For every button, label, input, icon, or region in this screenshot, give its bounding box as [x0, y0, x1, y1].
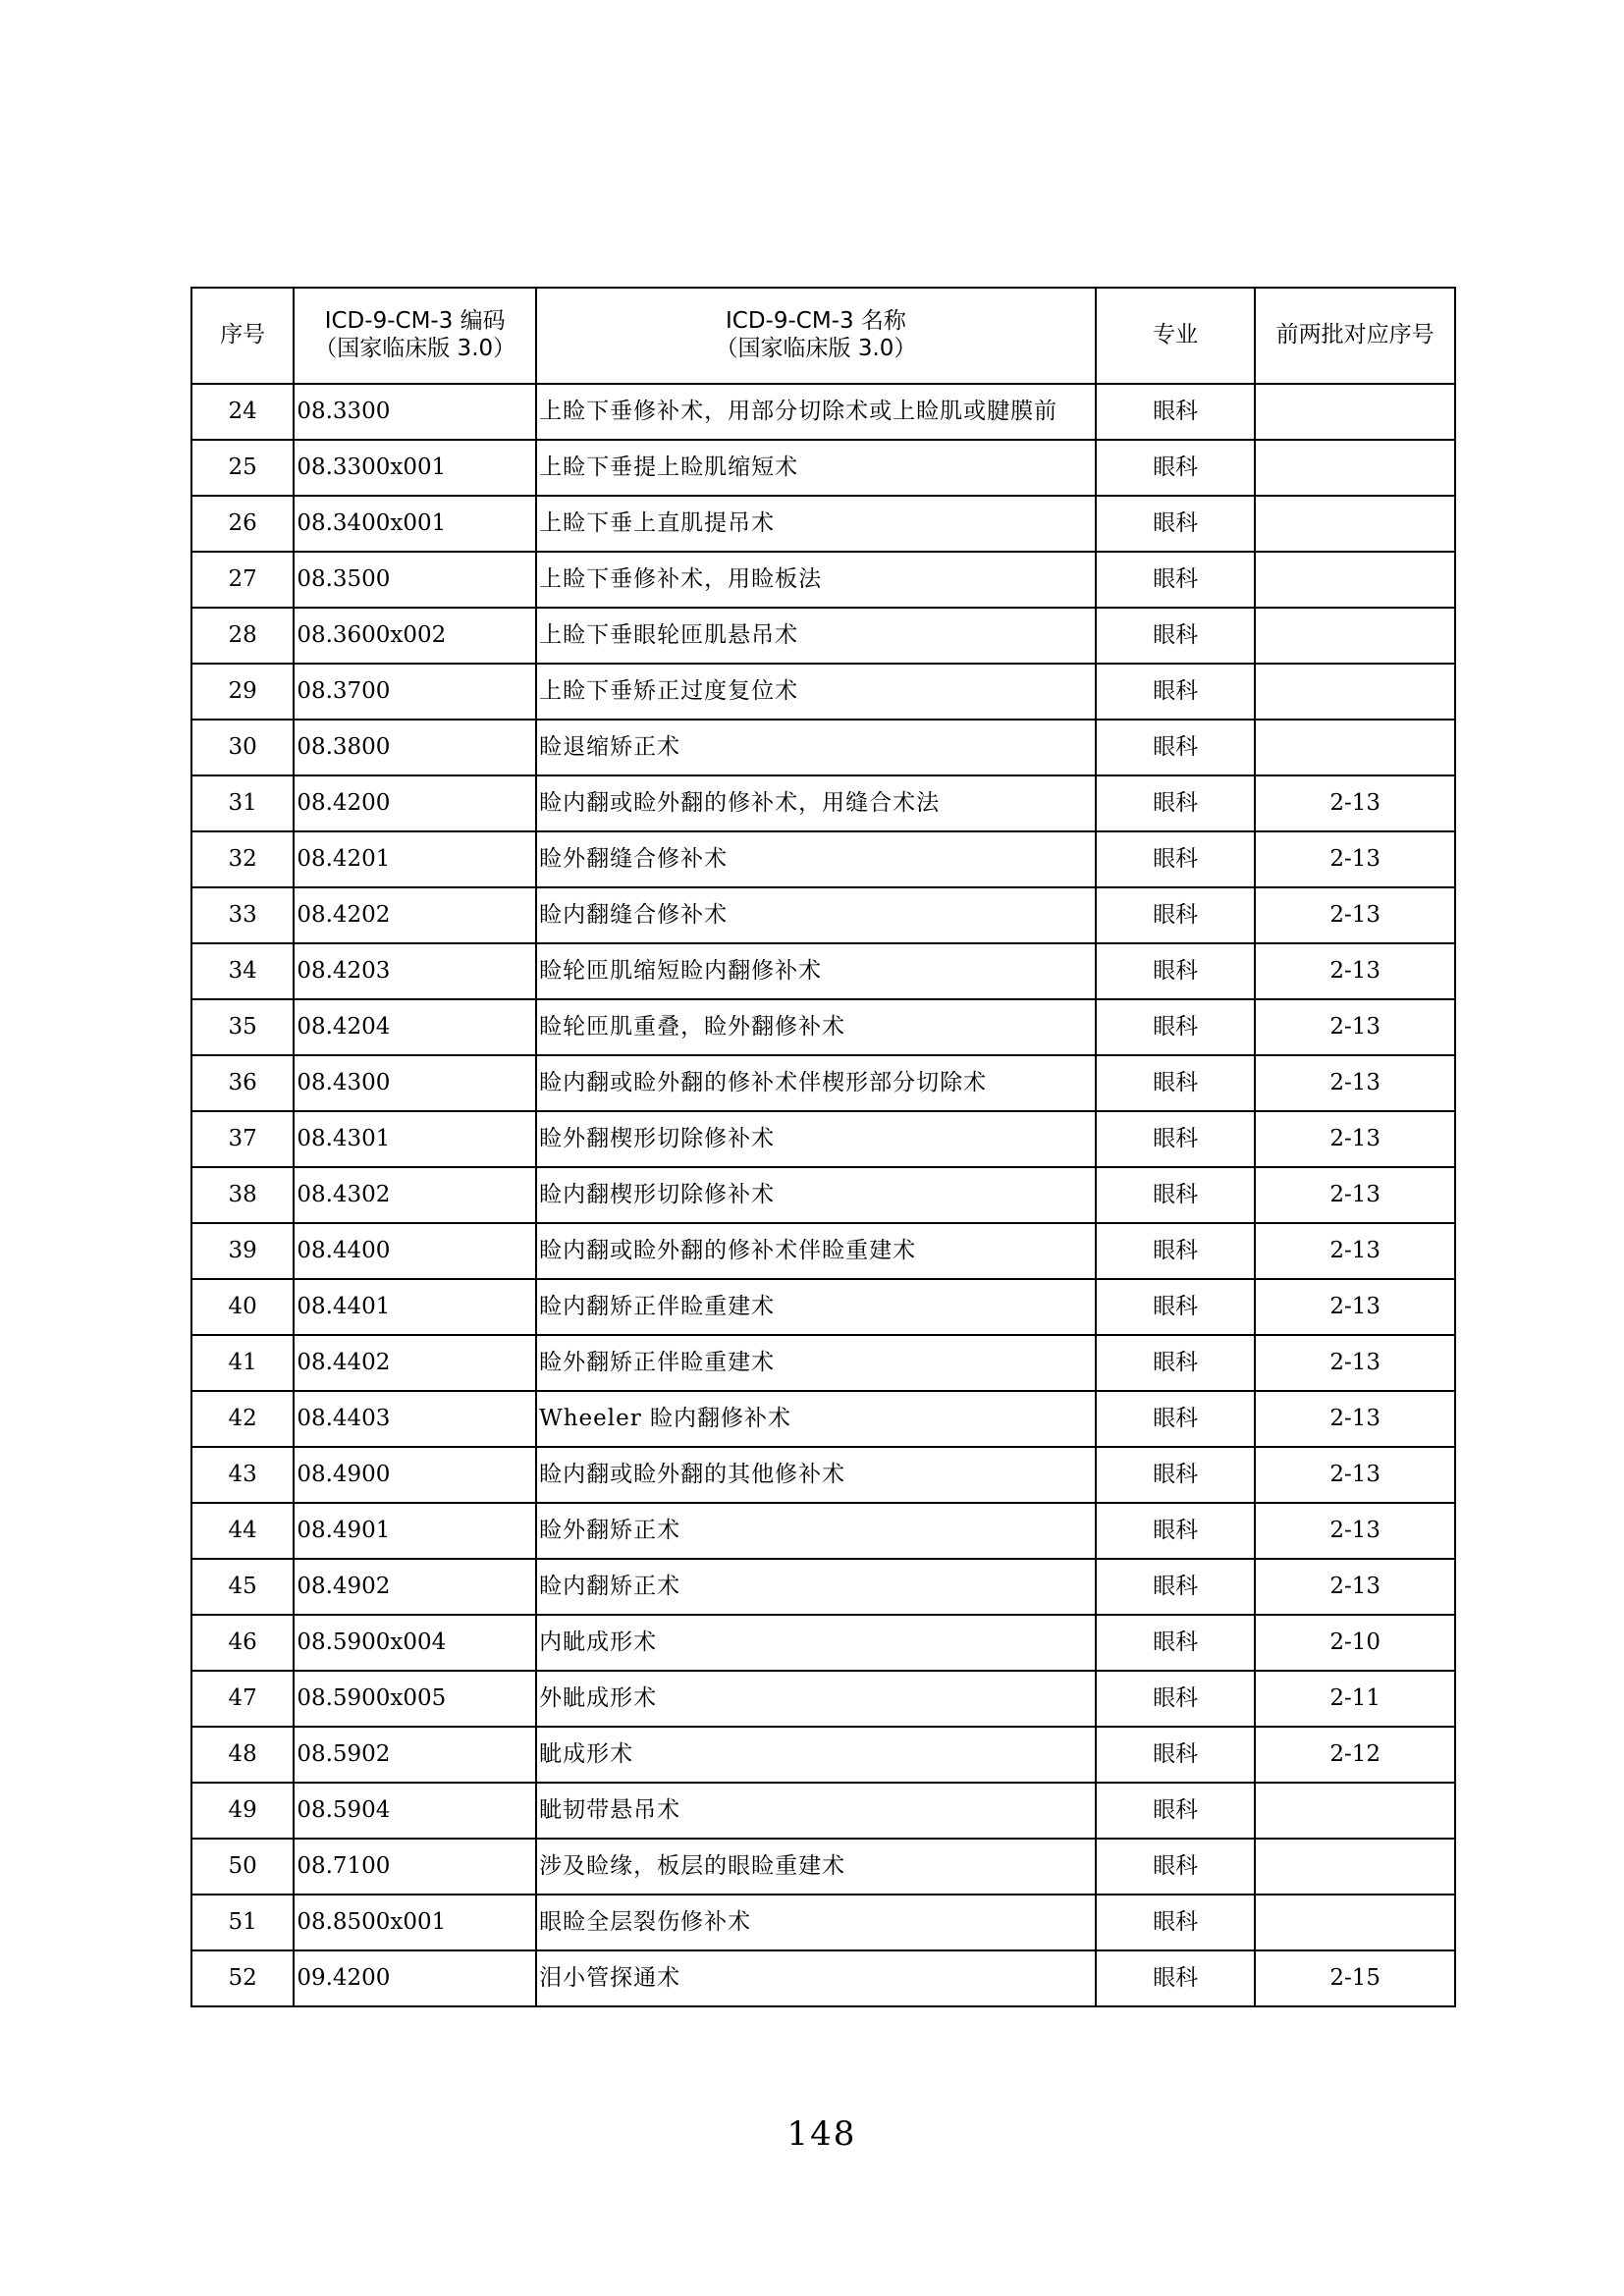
table-row: [191, 1335, 1455, 1391]
cell-seq: 27: [191, 552, 294, 608]
cell-seq: 38: [191, 1167, 294, 1223]
cell-prev: 2-13: [1255, 1335, 1455, 1391]
table-header: [191, 288, 1455, 384]
cell-code: 08.3700: [294, 664, 536, 720]
cell-prev: 2-13: [1255, 1111, 1455, 1167]
cell-name: 睑外翻矫正伴睑重建术: [536, 1335, 1096, 1391]
cell-dept: 眼科: [1096, 1727, 1256, 1783]
cell-code: 08.4301: [294, 1111, 536, 1167]
cell-seq: 35: [191, 999, 294, 1055]
page-number: 148: [786, 2114, 857, 2154]
cell-code: 08.5904: [294, 1783, 536, 1839]
header-prev: 前两批对应序号: [1255, 288, 1455, 384]
cell-name: 上睑下垂矫正过度复位术: [536, 664, 1096, 720]
table-row: [191, 1055, 1455, 1111]
cell-dept: 眼科: [1096, 1391, 1256, 1447]
cell-seq: 29: [191, 664, 294, 720]
cell-prev: [1255, 552, 1455, 608]
cell-seq: 30: [191, 720, 294, 775]
cell-name: 睑内翻或睑外翻的修补术伴睑重建术: [536, 1223, 1096, 1279]
cell-seq: 46: [191, 1615, 294, 1671]
cell-seq: 34: [191, 943, 294, 999]
cell-code: 08.4201: [294, 831, 536, 887]
table-row: [191, 775, 1455, 831]
cell-name: 眼睑全层裂伤修补术: [536, 1895, 1096, 1950]
cell-code: 08.4402: [294, 1335, 536, 1391]
cell-code: 08.5900x004: [294, 1615, 536, 1671]
table-row: [191, 831, 1455, 887]
cell-seq: 49: [191, 1783, 294, 1839]
cell-dept: 眼科: [1096, 552, 1256, 608]
cell-code: 08.8500x001: [294, 1895, 536, 1950]
table-row: [191, 384, 1455, 440]
cell-prev: 2-12: [1255, 1727, 1455, 1783]
cell-dept: 眼科: [1096, 384, 1256, 440]
cell-seq: 48: [191, 1727, 294, 1783]
cell-seq: 47: [191, 1671, 294, 1727]
cell-seq: 45: [191, 1559, 294, 1615]
cell-code: 08.5902: [294, 1727, 536, 1783]
header-name: [536, 288, 1096, 384]
cell-name: 涉及睑缘，板层的眼睑重建术: [536, 1839, 1096, 1895]
table-row: [191, 1839, 1455, 1895]
cell-prev: 2-13: [1255, 1391, 1455, 1447]
cell-code: 08.4204: [294, 999, 536, 1055]
cell-dept: 眼科: [1096, 1615, 1256, 1671]
table-row: [191, 1615, 1455, 1671]
cell-dept: 眼科: [1096, 1167, 1256, 1223]
cell-dept: 眼科: [1096, 775, 1256, 831]
table-row: [191, 999, 1455, 1055]
header-dept: 专业: [1096, 288, 1256, 384]
cell-dept: 眼科: [1096, 496, 1256, 552]
cell-prev: [1255, 720, 1455, 775]
cell-name: 眦韧带悬吊术: [536, 1783, 1096, 1839]
table-row: [191, 496, 1455, 552]
cell-name: 睑内翻或睑外翻的其他修补术: [536, 1447, 1096, 1503]
table-row: [191, 552, 1455, 608]
cell-prev: 2-13: [1255, 1447, 1455, 1503]
cell-code: 08.5900x005: [294, 1671, 536, 1727]
cell-code: 08.4200: [294, 775, 536, 831]
cell-name: Wheeler 睑内翻修补术: [536, 1391, 1096, 1447]
header-name-line2: （国家临床版 3.0）: [715, 336, 917, 361]
cell-code: 08.4300: [294, 1055, 536, 1111]
cell-seq: 26: [191, 496, 294, 552]
cell-name: 睑外翻楔形切除修补术: [536, 1111, 1096, 1167]
cell-dept: 眼科: [1096, 943, 1256, 999]
cell-prev: [1255, 440, 1455, 496]
cell-dept: 眼科: [1096, 1447, 1256, 1503]
cell-dept: 眼科: [1096, 664, 1256, 720]
table-row: [191, 1559, 1455, 1615]
table-row: [191, 440, 1455, 496]
cell-name: 上睑下垂修补术，用部分切除术或上睑肌或腱膜前: [536, 384, 1096, 440]
cell-seq: 32: [191, 831, 294, 887]
cell-name: 上睑下垂上直肌提吊术: [536, 496, 1096, 552]
table-row: [191, 1111, 1455, 1167]
cell-name: 内眦成形术: [536, 1615, 1096, 1671]
cell-seq: 50: [191, 1839, 294, 1895]
header-name-line1: ICD-9-CM-3 名称: [725, 308, 906, 335]
cell-dept: 眼科: [1096, 1279, 1256, 1335]
cell-code: 08.7100: [294, 1839, 536, 1895]
cell-dept: 眼科: [1096, 1559, 1256, 1615]
cell-prev: [1255, 1895, 1455, 1950]
header-code-line1: ICD-9-CM-3 编码: [324, 308, 506, 335]
header-seq: 序号: [191, 288, 294, 384]
cell-dept: 眼科: [1096, 1055, 1256, 1111]
cell-dept: 眼科: [1096, 999, 1256, 1055]
cell-prev: [1255, 608, 1455, 664]
cell-dept: 眼科: [1096, 1950, 1256, 2006]
cell-code: 08.4403: [294, 1391, 536, 1447]
cell-dept: 眼科: [1096, 1783, 1256, 1839]
cell-dept: 眼科: [1096, 1671, 1256, 1727]
cell-code: 08.4302: [294, 1167, 536, 1223]
cell-seq: 25: [191, 440, 294, 496]
cell-prev: [1255, 496, 1455, 552]
cell-name: 睑外翻缝合修补术: [536, 831, 1096, 887]
cell-name: 上睑下垂眼轮匝肌悬吊术: [536, 608, 1096, 664]
cell-name: 上睑下垂修补术，用睑板法: [536, 552, 1096, 608]
cell-name: 上睑下垂提上睑肌缩短术: [536, 440, 1096, 496]
cell-dept: 眼科: [1096, 720, 1256, 775]
procedure-table: [190, 287, 1456, 2007]
cell-seq: 42: [191, 1391, 294, 1447]
cell-dept: 眼科: [1096, 1111, 1256, 1167]
cell-prev: 2-13: [1255, 1055, 1455, 1111]
table-row: [191, 1279, 1455, 1335]
header-code: [294, 288, 536, 384]
table-row: [191, 1727, 1455, 1783]
table-row: [191, 608, 1455, 664]
cell-prev: [1255, 384, 1455, 440]
cell-name: 睑外翻矫正术: [536, 1503, 1096, 1559]
cell-name: 睑内翻楔形切除修补术: [536, 1167, 1096, 1223]
cell-prev: 2-13: [1255, 1279, 1455, 1335]
cell-seq: 51: [191, 1895, 294, 1950]
cell-dept: 眼科: [1096, 1839, 1256, 1895]
cell-prev: 2-13: [1255, 775, 1455, 831]
cell-code: 08.4401: [294, 1279, 536, 1335]
cell-code: 08.4202: [294, 887, 536, 943]
table-row: [191, 1671, 1455, 1727]
table-row: [191, 887, 1455, 943]
cell-name: 睑内翻矫正术: [536, 1559, 1096, 1615]
cell-name: 外眦成形术: [536, 1671, 1096, 1727]
cell-code: 08.4400: [294, 1223, 536, 1279]
cell-prev: 2-13: [1255, 887, 1455, 943]
cell-code: 08.3300x001: [294, 440, 536, 496]
header-code-line2: （国家临床版 3.0）: [314, 336, 516, 361]
cell-prev: 2-11: [1255, 1671, 1455, 1727]
table-row: [191, 720, 1455, 775]
header-row: [191, 288, 1455, 384]
cell-name: 睑轮匝肌缩短睑内翻修补术: [536, 943, 1096, 999]
cell-seq: 41: [191, 1335, 294, 1391]
cell-name: 睑内翻矫正伴睑重建术: [536, 1279, 1096, 1335]
table-row: [191, 1783, 1455, 1839]
cell-name: 眦成形术: [536, 1727, 1096, 1783]
table-row: [191, 943, 1455, 999]
cell-dept: 眼科: [1096, 608, 1256, 664]
cell-code: 08.4203: [294, 943, 536, 999]
cell-dept: 眼科: [1096, 1223, 1256, 1279]
table-row: [191, 1950, 1455, 2006]
cell-name: 睑内翻缝合修补术: [536, 887, 1096, 943]
cell-seq: 44: [191, 1503, 294, 1559]
cell-prev: 2-13: [1255, 1167, 1455, 1223]
cell-dept: 眼科: [1096, 1503, 1256, 1559]
table-row: [191, 1503, 1455, 1559]
cell-dept: 眼科: [1096, 1335, 1256, 1391]
cell-seq: 36: [191, 1055, 294, 1111]
cell-prev: [1255, 664, 1455, 720]
cell-name: 睑退缩矫正术: [536, 720, 1096, 775]
cell-code: 08.4902: [294, 1559, 536, 1615]
table-row: [191, 1223, 1455, 1279]
cell-code: 08.4900: [294, 1447, 536, 1503]
table-row: [191, 664, 1455, 720]
cell-prev: 2-13: [1255, 1503, 1455, 1559]
cell-code: 08.3800: [294, 720, 536, 775]
cell-name: 睑内翻或睑外翻的修补术伴楔形部分切除术: [536, 1055, 1096, 1111]
cell-prev: 2-13: [1255, 1223, 1455, 1279]
cell-dept: 眼科: [1096, 440, 1256, 496]
cell-prev: 2-13: [1255, 943, 1455, 999]
cell-prev: 2-10: [1255, 1615, 1455, 1671]
cell-seq: 39: [191, 1223, 294, 1279]
cell-dept: 眼科: [1096, 1895, 1256, 1950]
cell-seq: 43: [191, 1447, 294, 1503]
cell-seq: 28: [191, 608, 294, 664]
table-body: [191, 384, 1455, 2006]
cell-name: 泪小管探通术: [536, 1950, 1096, 2006]
cell-code: 08.3300: [294, 384, 536, 440]
cell-code: 08.4901: [294, 1503, 536, 1559]
table-row: [191, 1895, 1455, 1950]
cell-seq: 33: [191, 887, 294, 943]
cell-dept: 眼科: [1096, 831, 1256, 887]
table-row: [191, 1447, 1455, 1503]
cell-seq: 37: [191, 1111, 294, 1167]
cell-code: 08.3400x001: [294, 496, 536, 552]
table-row: [191, 1167, 1455, 1223]
table-row: [191, 1391, 1455, 1447]
cell-seq: 52: [191, 1950, 294, 2006]
cell-prev: [1255, 1783, 1455, 1839]
cell-prev: 2-15: [1255, 1950, 1455, 2006]
cell-prev: 2-13: [1255, 999, 1455, 1055]
cell-code: 08.3600x002: [294, 608, 536, 664]
cell-code: 08.3500: [294, 552, 536, 608]
cell-seq: 40: [191, 1279, 294, 1335]
cell-code: 09.4200: [294, 1950, 536, 2006]
cell-seq: 31: [191, 775, 294, 831]
cell-dept: 眼科: [1096, 887, 1256, 943]
cell-prev: 2-13: [1255, 1559, 1455, 1615]
cell-seq: 24: [191, 384, 294, 440]
cell-prev: [1255, 1839, 1455, 1895]
cell-prev: 2-13: [1255, 831, 1455, 887]
cell-name: 睑轮匝肌重叠，睑外翻修补术: [536, 999, 1096, 1055]
cell-name: 睑内翻或睑外翻的修补术，用缝合术法: [536, 775, 1096, 831]
